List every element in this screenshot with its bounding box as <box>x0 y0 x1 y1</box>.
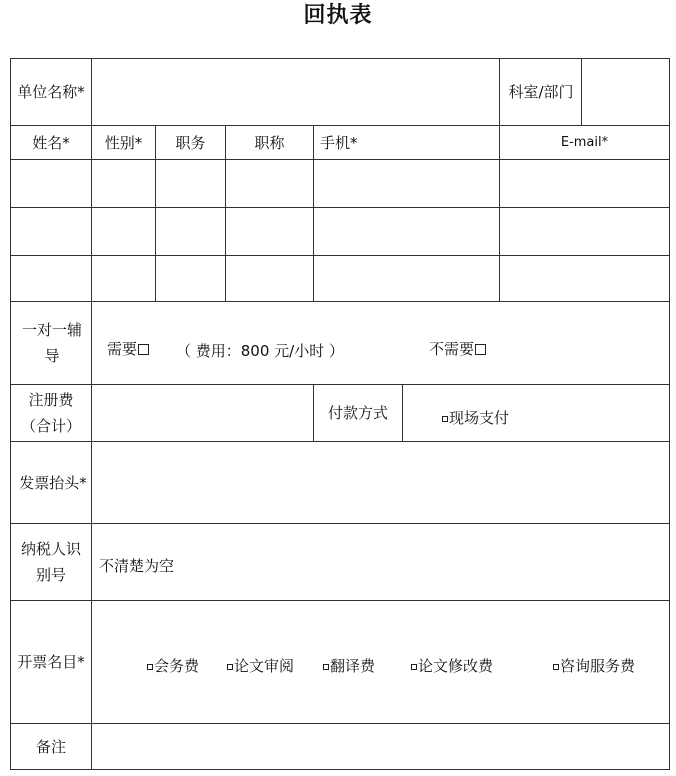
attendee-row-2[interactable] <box>11 208 669 255</box>
header-position: 职务 <box>175 133 206 152</box>
invoice-option-label: 会务费 <box>154 657 200 675</box>
invoice-option-label: 咨询服务费 <box>560 657 636 675</box>
attendee-row-3[interactable] <box>11 256 669 301</box>
attendee-row-1[interactable] <box>11 160 669 207</box>
invoice-option-label: 翻译费 <box>330 657 376 675</box>
remarks-field[interactable] <box>92 724 669 769</box>
invoice-option-conference[interactable] <box>147 655 199 676</box>
row-divider <box>11 600 669 601</box>
receipt-form <box>10 58 670 770</box>
checkbox-icon[interactable] <box>442 416 448 422</box>
header-title: 职称 <box>254 133 285 152</box>
column-divider <box>402 384 403 441</box>
invoice-title-field[interactable] <box>92 442 669 523</box>
invoice-option-translation[interactable] <box>323 655 375 676</box>
payment-onsite-label: 现场支付 <box>449 409 510 427</box>
unit-name-field[interactable] <box>92 60 498 124</box>
taxpayer-id-field[interactable]: 不清楚为空 <box>99 557 175 575</box>
registration-fee-field[interactable] <box>92 385 313 441</box>
invoice-item-label: 开票名目* <box>17 653 85 671</box>
checkbox-icon[interactable] <box>138 344 149 355</box>
header-name: 姓名* <box>32 133 70 152</box>
remarks-label: 备注 <box>35 737 66 756</box>
tutoring-not-needed-label: 不需要 <box>429 340 475 358</box>
tutoring-fee-note: （ 费用：800 元/小时 ） <box>176 342 344 360</box>
payment-onsite-option[interactable] <box>442 407 509 428</box>
checkbox-icon[interactable] <box>227 664 233 670</box>
tutoring-needed-option[interactable] <box>107 338 149 359</box>
checkbox-icon[interactable] <box>411 664 417 670</box>
page-title: 回执表 <box>303 2 373 28</box>
header-email: E-mail* <box>560 134 609 150</box>
unit-name-label: 单位名称* <box>17 83 85 101</box>
row-divider <box>11 301 669 302</box>
header-gender: 性别* <box>104 133 143 152</box>
checkbox-icon[interactable] <box>475 344 486 355</box>
tutoring-needed-label: 需要 <box>107 340 138 358</box>
invoice-option-label: 论文修改费 <box>418 657 494 675</box>
checkbox-icon[interactable] <box>323 664 329 670</box>
invoice-option-revision[interactable] <box>411 655 493 676</box>
invoice-title-label: 发票抬头* <box>19 474 87 492</box>
tutoring-label: 一对一辅导 <box>21 321 82 365</box>
department-field[interactable] <box>582 60 668 124</box>
department-label: 科室/部门 <box>508 83 574 101</box>
checkbox-icon[interactable] <box>147 664 153 670</box>
registration-fee-label: 注册费（合计） <box>20 391 81 435</box>
invoice-option-label: 论文审阅 <box>234 657 295 675</box>
tutoring-not-needed-option[interactable] <box>429 338 486 359</box>
payment-method-label: 付款方式 <box>327 404 388 422</box>
row-divider <box>11 523 669 524</box>
header-mobile: 手机* <box>320 133 358 152</box>
invoice-option-consulting[interactable] <box>553 655 635 676</box>
taxpayer-id-label: 纳税人识别号 <box>20 540 81 584</box>
invoice-option-review[interactable] <box>227 655 294 676</box>
checkbox-icon[interactable] <box>553 664 559 670</box>
